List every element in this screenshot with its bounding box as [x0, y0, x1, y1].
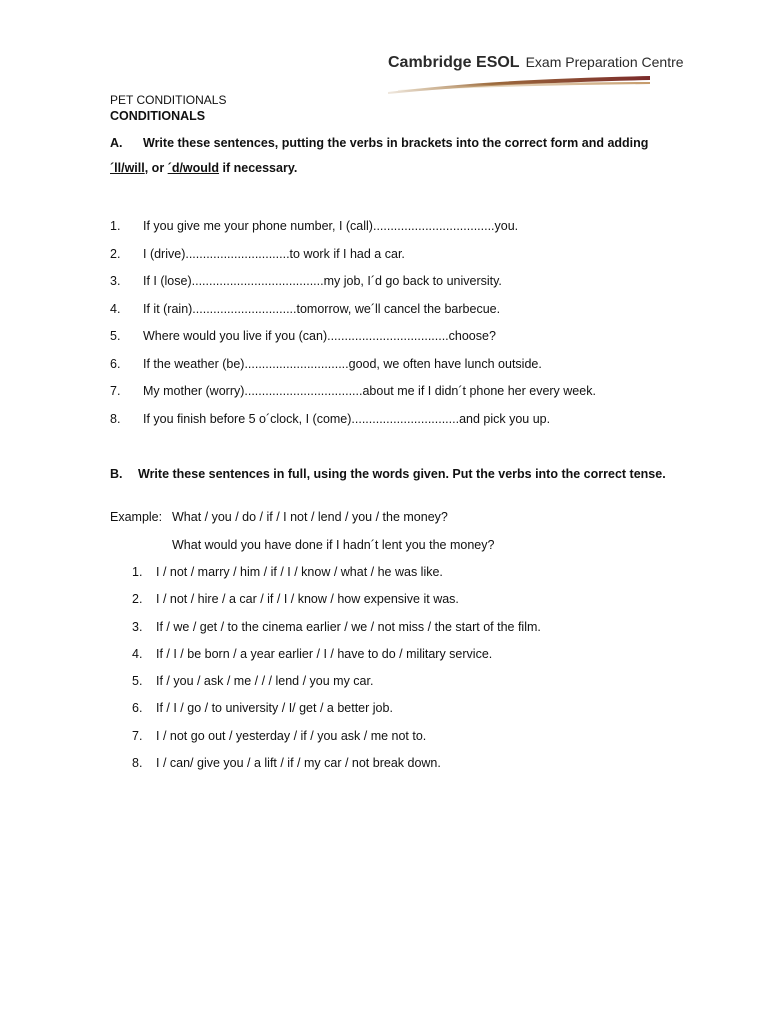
- section-a-instruction: [110, 136, 670, 175]
- item-text: My mother (worry)..................................about me if I didn´t phone her every week.: [143, 384, 596, 398]
- item-text: If / you / ask / me / / / lend / you my car.: [156, 674, 374, 689]
- item-text: If / I / go / to university / I/ get / a better job.: [156, 701, 393, 716]
- item-number: 4.: [132, 646, 143, 661]
- logo-swoosh-icon: [388, 72, 650, 96]
- item-text: If you give me your phone number, I (call)...................................you.: [143, 219, 519, 233]
- item-text: I / not / marry / him / if / I / know / what / he was like.: [156, 565, 443, 579]
- list-item: [132, 756, 541, 783]
- list-item: [110, 247, 596, 275]
- will-form: ´ll/will: [110, 161, 145, 175]
- list-item: [110, 357, 596, 385]
- item-number: 7.: [110, 384, 121, 398]
- section-a-instruction-text: Write these sentences, putting the verbs in brackets into the correct form and adding: [143, 136, 649, 150]
- item-number: 2.: [110, 246, 121, 261]
- item-number: 6.: [132, 701, 143, 716]
- item-text: If the weather (be)..............................good, we often have lunch outside.: [143, 356, 542, 371]
- item-number: 8.: [132, 756, 143, 771]
- item-text: If I (lose)......................................my job, I´d go back to university.: [143, 274, 502, 288]
- cambridge-esol-logo: [388, 54, 684, 96]
- section-a-list: [110, 219, 596, 439]
- example-label: Example:: [110, 510, 163, 524]
- section-a-letter: A.: [110, 136, 123, 150]
- item-number: 3.: [132, 619, 143, 634]
- list-item: [132, 592, 541, 619]
- worksheet-title: PET CONDITIONALS: [110, 93, 227, 107]
- item-text: I / can/ give you / a lift / if / my car / not break down.: [156, 756, 441, 771]
- logo-text: [388, 54, 684, 72]
- item-number: 1.: [132, 565, 143, 579]
- list-item: [110, 302, 596, 330]
- logo-subtitle: Exam Preparation Centre: [525, 54, 684, 70]
- list-item: [110, 219, 596, 247]
- list-item: [110, 384, 596, 412]
- example-prompt-line: [110, 510, 448, 524]
- item-number: 6.: [110, 356, 121, 371]
- section-b-instruction-text: Write these sentences in full, using the words given. Put the verbs into the correct tense.: [138, 467, 666, 481]
- item-text: If it (rain)..............................tomorrow, we´ll cancel the barbecue.: [143, 301, 501, 316]
- item-text: If / we / get / to the cinema earlier / we / not miss / the start of the film.: [156, 619, 541, 634]
- item-text: I / not / hire / a car / if / I / know / how expensive it was.: [156, 592, 459, 607]
- item-number: 5.: [132, 674, 143, 689]
- section-b-letter: B.: [110, 467, 123, 481]
- item-text: If you finish before 5 o´clock, I (come)...............................and pick you up.: [143, 411, 551, 426]
- list-item: [132, 674, 541, 701]
- section-b-list: [132, 565, 541, 783]
- item-text: Where would you live if you (can)...................................choose?: [143, 329, 496, 343]
- list-item: [110, 412, 596, 440]
- list-item: [132, 647, 541, 674]
- worksheet-subtitle: CONDITIONALS: [110, 109, 206, 123]
- item-text: I / not go out / yesterday / if / you ask / me not to.: [156, 728, 427, 743]
- logo-brand: Cambridge ESOL: [388, 54, 520, 71]
- item-number: 2.: [132, 592, 143, 607]
- example-answer: What would you have done if I hadn´t lent you the money?: [172, 538, 495, 552]
- item-text: If / I / be born / a year earlier / I / have to do / military service.: [156, 646, 493, 661]
- item-text: I (drive)..............................to work if I had a car.: [143, 246, 405, 261]
- list-item: [132, 729, 541, 756]
- item-number: 7.: [132, 728, 143, 743]
- item-number: 4.: [110, 301, 121, 316]
- example-prompt: What / you / do / if / I not / lend / you / the money?: [172, 510, 448, 524]
- section-b-instruction: [110, 465, 670, 483]
- item-number: 8.: [110, 411, 121, 426]
- list-item: [110, 274, 596, 302]
- item-number: 5.: [110, 329, 121, 343]
- item-number: 3.: [110, 274, 121, 288]
- list-item: [132, 565, 541, 592]
- if-necessary-text: if necessary.: [219, 161, 298, 175]
- list-item: [132, 620, 541, 647]
- list-item: [132, 701, 541, 728]
- or-text: , or: [144, 161, 168, 175]
- list-item: [110, 329, 596, 357]
- item-number: 1.: [110, 219, 121, 233]
- would-form: ´d/would: [167, 161, 220, 175]
